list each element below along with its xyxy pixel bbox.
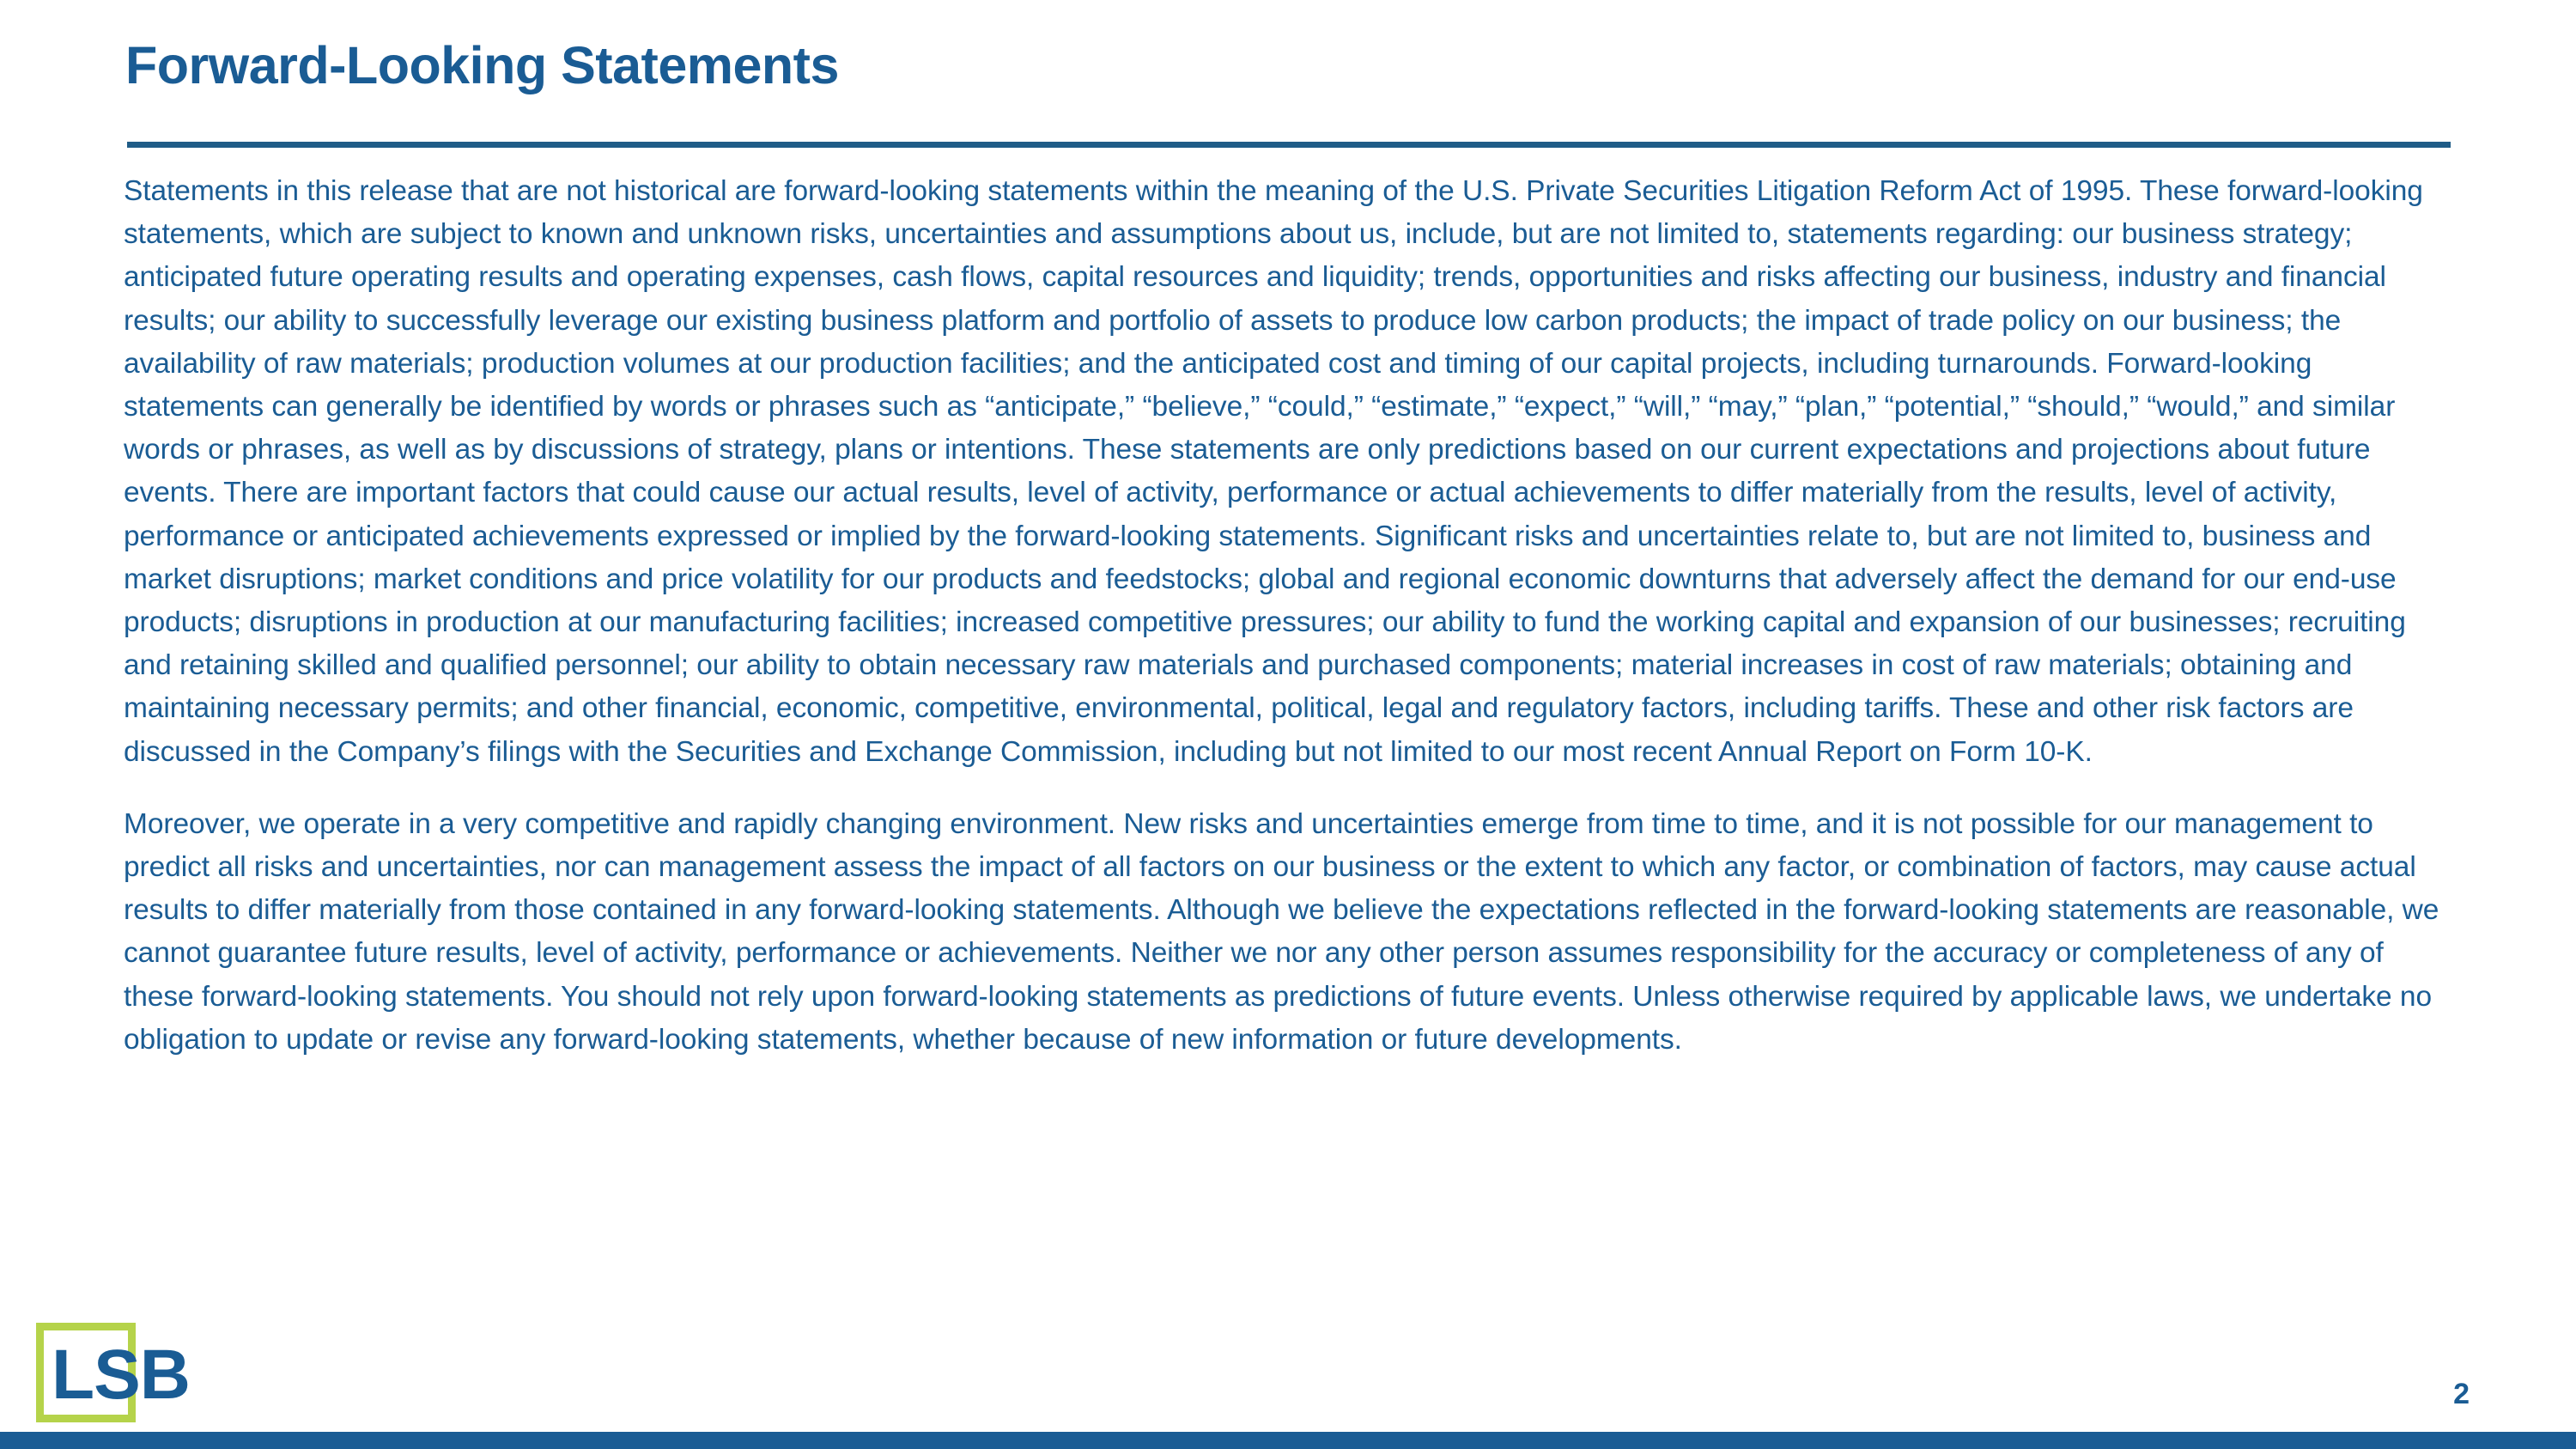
paragraph-2: Moreover, we operate in a very competitive and rapidly changing environment. New risks and uncertainties emerge from time to time, and it is not possible for our management to predict all risks and uncertainties, nor can management assess the impact of all factors on our business or the extent to which any factor, or combination of factors, may cause actual results to differ materially from those contained in any forward-looking statements. Although we believe the expectations reflected in the forward-looking statements are reasonable, we cannot guarantee future results, level of activity, performance or achievements. Neither we nor any other person assumes responsibility for the accuracy or completeness of any of these forward-looking statements. You should not rely upon forward-looking statements as predictions of future events. Unless otherwise required by applicable laws, we undertake no obligation to update or revise any forward-looking statements, whether because of new information or future developments. [124, 807, 2439, 1056]
page-title: Forward-Looking Statements [125, 36, 839, 94]
logo-wordmark: LSB [52, 1336, 190, 1414]
title-divider [127, 142, 2451, 148]
page-number: 2 [2453, 1378, 2470, 1410]
footer-bar [0, 1432, 2576, 1449]
paragraph-1: Statements in this release that are not historical are forward-looking statements within the meaning of the U.S. Private Securities Litigation Reform Act of 1995. These forward-looking statements, which are subject to known and unknown risks, uncertainties and assumptions about us, include, but are not limited to, statements regarding: our business strategy; anticipated future operating results and operating expenses, cash flows, capital resources and liquidity; trends, opportunities and risks affecting our business, industry and financial results; our ability to successfully leverage our existing business platform and portfolio of assets to produce low carbon products; the impact of trade policy on our business; the availability of raw materials; production volumes at our production facilities; and the anticipated cost and timing of our capital projects, including turnarounds. Forward-looking statements can generally be identified by words or phrases such as “anticipate,” “believe,” “could,” “estimate,” “expect,” “will,” “may,” “plan,” “potential,” “should,” “would,” and similar words or phrases, as well as by discussions of strategy, plans or intentions. These statements are only predictions based on our current expectations and projections about future events. There are important factors that could cause our actual results, level of activity, performance or actual achievements to differ materially from the results, level of activity, performance or anticipated achievements expressed or implied by the forward-looking statements. Significant risks and uncertainties relate to, but are not limited to, business and market disruptions; market conditions and price volatility for our products and feedstocks; global and regional economic downturns that adversely affect the demand for our end-use products; disruptions in production at our manufacturing facilities; increased competitive pressures; our ability to fund the working capital and expansion of our businesses; recruiting and retaining skilled and qualified personnel; our ability to obtain necessary raw materials and purchased components; material increases in cost of raw materials; obtaining and maintaining necessary permits; and other financial, economic, competitive, environmental, political, legal and regulatory factors, including tariffs. These and other risk factors are discussed in the Company’s filings with the Securities and Exchange Commission, including but not limited to our most recent Annual Report on Form 10-K. [124, 175, 2423, 768]
body-content [124, 170, 2452, 1062]
lsb-logo [36, 1323, 190, 1424]
